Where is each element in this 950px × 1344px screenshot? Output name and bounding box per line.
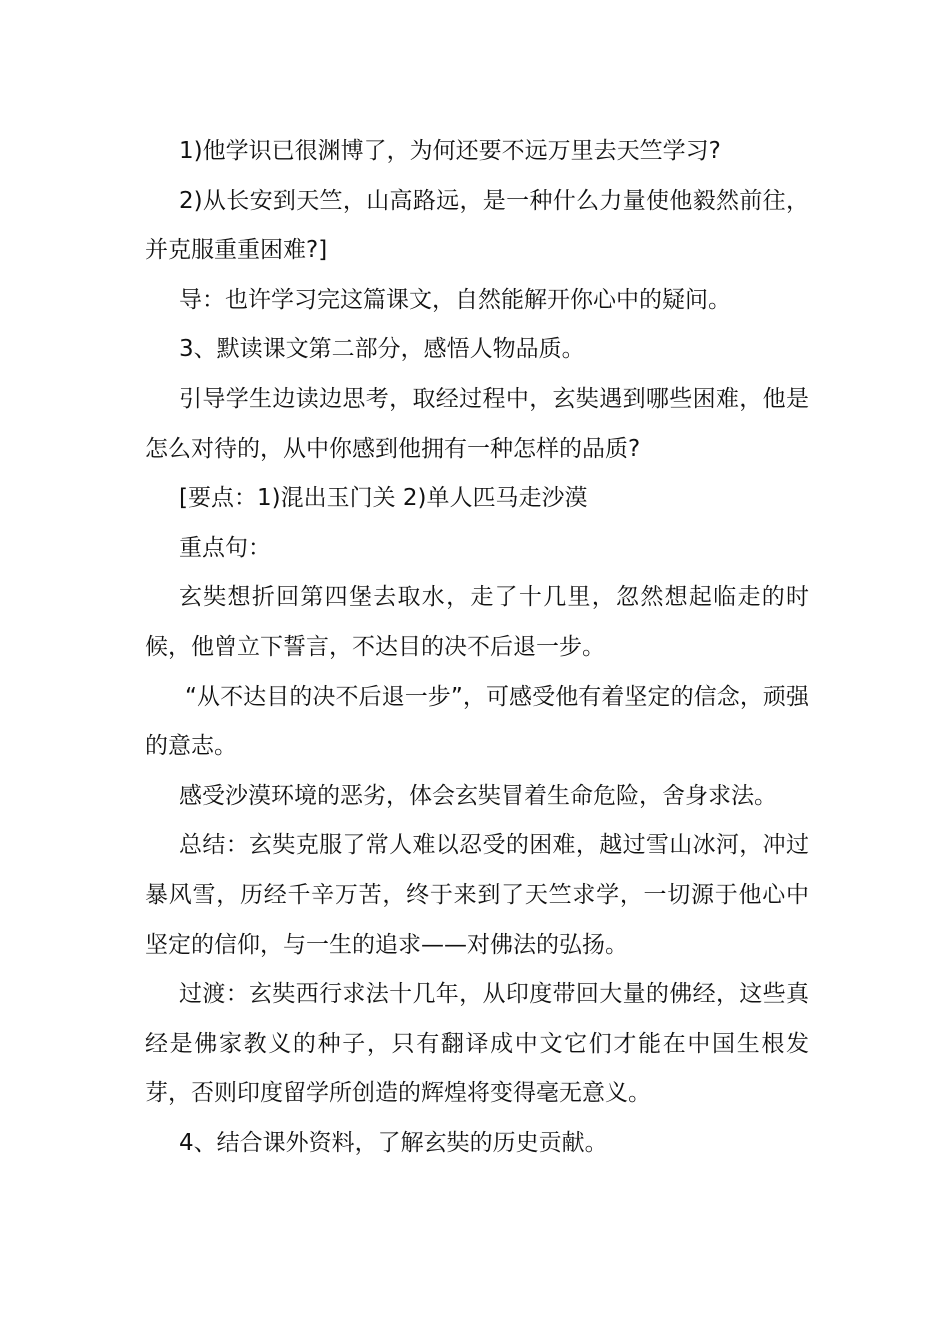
guidance-paragraph: 引导学生边读边思考，取经过程中，玄奘遇到哪些困难，他是怎么对待的，从中你感到他拥有一种怎样的品质? [145,385,809,462]
transition-paragraph: 过渡：玄奘西行求法十几年，从印度带回大量的佛经，这些真经是佛家教义的种子，只有翻译成中文它们才能在中国生根发芽，否则印度留学所创造的辉煌将变得毫无意义。 [145,981,809,1107]
question-2: 2)从长安到天竺，山高路远，是一种什么力量使他毅然前往，并克服重重困难?] [145,187,809,264]
step-3-heading: 3、默读课文第二部分，感悟人物品质。 [179,336,585,363]
desert-paragraph: 感受沙漠环境的恶劣，体会玄奘冒着生命危险，舍身求法。 [179,782,777,809]
key-points: [要点：1)混出玉门关 2)单人匹马走沙漠 [179,485,588,512]
document-body [145,127,809,1168]
quote-analysis: “从不达目的决不后退一步”，可感受他有着坚定的信念，顽强的意志。 [145,683,809,760]
guide-paragraph: 导：也许学习完这篇课文，自然能解开你心中的疑问。 [179,286,731,313]
step-4-heading: 4、结合课外资料，了解玄奘的历史贡献。 [179,1129,608,1156]
key-sentence: 玄奘想折回第四堡去取水，走了十几里，忽然想起临走的时候，他曾立下誓言，不达目的决不后退一步。 [145,584,809,660]
question-1: 1)他学识已很渊博了，为何还要不远万里去天竺学习? [179,138,721,164]
summary-paragraph: 总结：玄奘克服了常人难以忍受的困难，越过雪山冰河，冲过暴风雪，历经千辛万苦，终于来到了天竺求学，一切源于他心中坚定的信仰，与一生的追求——对佛法的弘扬。 [145,832,809,958]
key-sentence-label: 重点句： [179,534,271,561]
